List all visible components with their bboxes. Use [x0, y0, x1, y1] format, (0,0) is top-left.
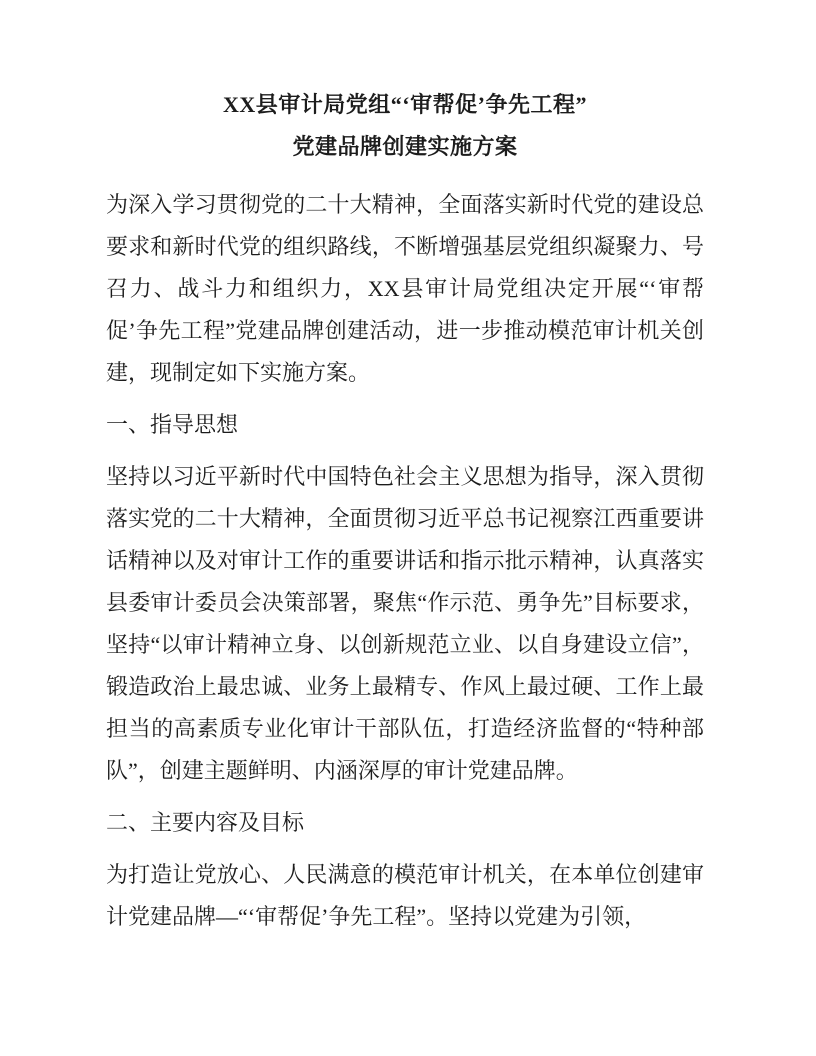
section-heading-guiding-ideology: 一、指导思想 — [106, 412, 239, 437]
paragraph-introduction: 为深入学习贯彻党的二十大精神，全面落实新时代党的建设总要求和新时代党的组织路线，不断增强基层党组织凝聚力、号召力、战斗力和组织力，XX县审计局党组决定开展“‘审帮促’争先工程”党建品牌创建活动，进一步推动模范审计机关创建，现制定如下实施方案。 — [106, 192, 704, 385]
document-title-line-2: 党建品牌创建实施方案 — [292, 134, 518, 159]
paragraph-guiding-ideology: 坚持以习近平新时代中国特色社会主义思想为指导，深入贯彻落实党的二十大精神，全面贯彻习近平总书记视察江西重要讲话精神以及对审计工作的重要讲话和指示批示精神，认真落实县委审计委员会决策部署，聚焦“作示范、勇争先”目标要求，坚持“以审计精神立身、以创新规范立业、以自身建设立信”，锻造政治上最忠诚、业务上最精专、作风上最过硬、工作上最担当的高素质专业化审计干部队伍，打造经济监督的“特种部队”，创建主题鲜明、内涵深厚的审计党建品牌。 — [106, 464, 705, 783]
paragraph-main-content-goals: 为打造让党放心、人民满意的模范审计机关，在本单位创建审计党建品牌—“‘审帮促’争先工程”。坚持以党建为引领， — [106, 862, 704, 929]
document-title-line-1: XX县审计局党组“‘审帮促’争先工程” — [223, 92, 587, 117]
document-title — [106, 84, 704, 168]
section-heading-main-content-goals: 二、主要内容及目标 — [106, 810, 305, 835]
